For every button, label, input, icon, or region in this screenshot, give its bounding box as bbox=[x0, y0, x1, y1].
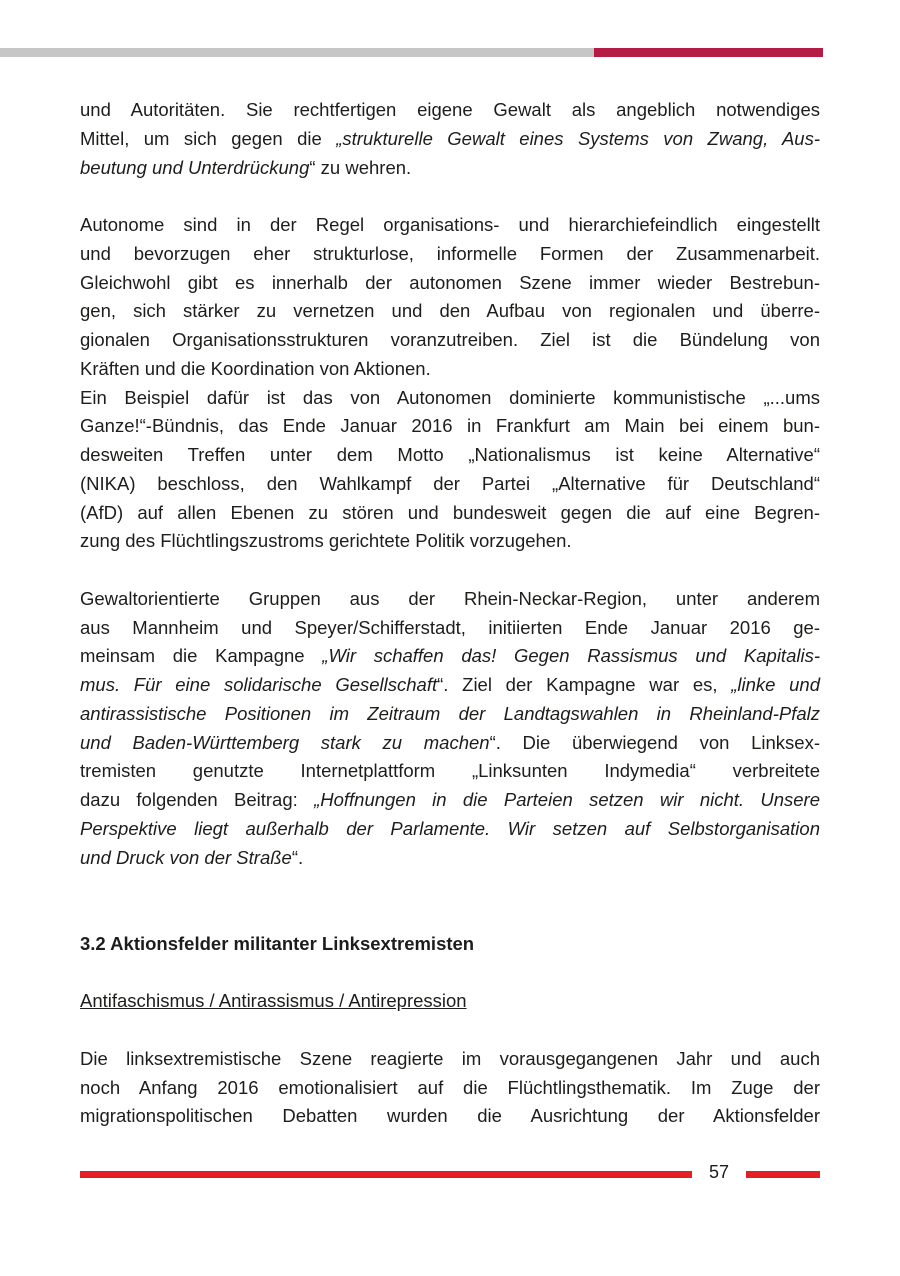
italic-quote: und Baden-Württemberg stark zu machen bbox=[80, 731, 490, 753]
text-line bbox=[80, 614, 820, 643]
italic-quote: antirassistische Positionen im Zeitraum der Landtagswahlen in Rheinland-Pfalz bbox=[80, 702, 820, 724]
section-heading: 3.2 Aktionsfelder militanter Linksextremisten bbox=[80, 932, 475, 954]
text-run: migrationspolitischen Debatten wurden die Ausrichtung der Aktionsfelder bbox=[80, 1105, 820, 1127]
text-run: (AfD) auf allen Ebenen zu stören und bundesweit gegen die auf eine Begren- bbox=[80, 501, 820, 523]
italic-quote: beutung und Unterdrückung bbox=[80, 156, 310, 178]
text-run: Ein Beispiel dafür ist das von Autonomen dominierte kommunistische „...ums bbox=[80, 386, 820, 408]
italic-quote: „Wir schaffen das! Gegen Rassismus und Kapitalis- bbox=[322, 645, 820, 667]
text-run: zung des Flüchtlingszustroms gerichtete Politik vorzugehen. bbox=[80, 530, 572, 552]
text-line bbox=[80, 585, 820, 614]
italic-quote: „Hoffnungen in die Parteien setzen wir nicht. Unsere bbox=[314, 789, 820, 810]
body-text-before-heading bbox=[80, 96, 820, 872]
text-line bbox=[80, 355, 820, 384]
italic-quote: und Druck von der Straße bbox=[80, 846, 292, 868]
paragraph bbox=[80, 96, 820, 182]
text-line bbox=[80, 757, 820, 786]
text-run: meinsam die Kampagne bbox=[80, 645, 323, 667]
text-run: “ zu wehren. bbox=[309, 156, 412, 178]
top-bar-gray bbox=[0, 48, 594, 57]
italic-quote: Perspektive liegt außerhalb der Parlamente. Wir setzen auf Selbstorganisation bbox=[80, 817, 820, 839]
text-line bbox=[80, 96, 820, 125]
text-line bbox=[80, 326, 820, 355]
paragraph bbox=[80, 384, 820, 557]
text-line bbox=[80, 1102, 820, 1131]
text-line bbox=[80, 729, 820, 758]
text-run: desweiten Treffen unter dem Motto „Nationalismus ist keine Alternative“ bbox=[80, 444, 820, 465]
text-line bbox=[80, 1074, 820, 1103]
text-run: aus Mannheim und Speyer/Schifferstadt, initiierten Ende Januar 2016 ge- bbox=[80, 616, 820, 638]
text-run: Gewaltorientierte Gruppen aus der Rhein-Neckar-Region, unter anderem bbox=[80, 587, 820, 609]
paragraph bbox=[80, 211, 820, 384]
text-run: und bevorzugen eher strukturlose, informelle Formen der Zusammenarbeit. bbox=[80, 242, 820, 264]
text-line bbox=[80, 125, 820, 154]
italic-quote: „linke und bbox=[731, 674, 821, 695]
text-run: tremisten genutzte Internetplattform „Linksunten Indymedia“ verbreitete bbox=[80, 760, 820, 782]
text-line bbox=[80, 1045, 820, 1074]
text-run: Autonome sind in der Regel organisations- und hierarchiefeindlich eingestellt bbox=[80, 214, 820, 235]
text-run: gionalen Organisationsstrukturen voranzutreiben. Ziel ist die Bündelung von bbox=[80, 329, 820, 350]
text-line bbox=[80, 642, 820, 671]
paragraph bbox=[80, 1045, 820, 1131]
body-text-after-heading bbox=[80, 1045, 820, 1131]
text-line bbox=[80, 815, 820, 844]
text-line bbox=[80, 384, 820, 413]
text-line bbox=[80, 700, 820, 729]
text-line bbox=[80, 211, 820, 240]
text-run: Gleichwohl gibt es innerhalb der autonomen Szene immer wieder Bestrebun- bbox=[80, 271, 820, 293]
text-run: gen, sich stärker zu vernetzen und den Aufbau von regionalen und überre- bbox=[80, 300, 820, 322]
text-run: noch Anfang 2016 emotionalisiert auf die Flüchtlingsthematik. Im Zuge der bbox=[80, 1076, 820, 1098]
text-line bbox=[80, 297, 820, 326]
text-run: “. bbox=[291, 846, 304, 868]
text-run: Die linksextremistische Szene reagierte im vorausgegangenen Jahr und auch bbox=[80, 1047, 820, 1069]
text-line bbox=[80, 786, 820, 815]
text-run: “. Die überwiegend von Linksex- bbox=[489, 731, 820, 753]
text-line bbox=[80, 154, 820, 183]
italic-quote: mus. Für eine solidarische Gesellschaft bbox=[80, 674, 438, 695]
text-line bbox=[80, 240, 820, 269]
text-run: (NIKA) beschloss, den Wahlkampf der Partei „Alternative für Deutschland“ bbox=[80, 472, 820, 494]
text-line bbox=[80, 671, 820, 700]
page-number: 57 bbox=[708, 1162, 730, 1182]
text-run: Mittel, um sich gegen die bbox=[80, 127, 337, 149]
text-run: dazu folgenden Beitrag: bbox=[80, 789, 315, 810]
footer-bar-left bbox=[80, 1171, 692, 1178]
text-line bbox=[80, 470, 820, 499]
text-line bbox=[80, 844, 820, 873]
page-content bbox=[80, 96, 820, 1131]
text-line bbox=[80, 499, 820, 528]
text-line bbox=[80, 527, 820, 556]
text-line bbox=[80, 269, 820, 298]
paragraph bbox=[80, 585, 820, 873]
footer-bar-right bbox=[746, 1171, 820, 1178]
text-line bbox=[80, 412, 820, 441]
italic-quote: „strukturelle Gewalt eines Systems von Zwang, Aus- bbox=[336, 127, 820, 149]
text-line bbox=[80, 441, 820, 470]
text-run: Ganze!“-Bündnis, das Ende Januar 2016 in Frankfurt am Main bei einem bun- bbox=[80, 415, 820, 437]
text-run: Kräften und die Koordination von Aktionen. bbox=[80, 357, 431, 379]
text-run: und Autoritäten. Sie rechtfertigen eigene Gewalt als angeblich notwendiges bbox=[80, 99, 820, 120]
top-bar-accent bbox=[594, 48, 823, 57]
subsection-heading: Antifaschismus / Antirassismus / Antirepression bbox=[80, 990, 467, 1012]
text-run: “. Ziel der Kampagne war es, bbox=[437, 674, 732, 695]
